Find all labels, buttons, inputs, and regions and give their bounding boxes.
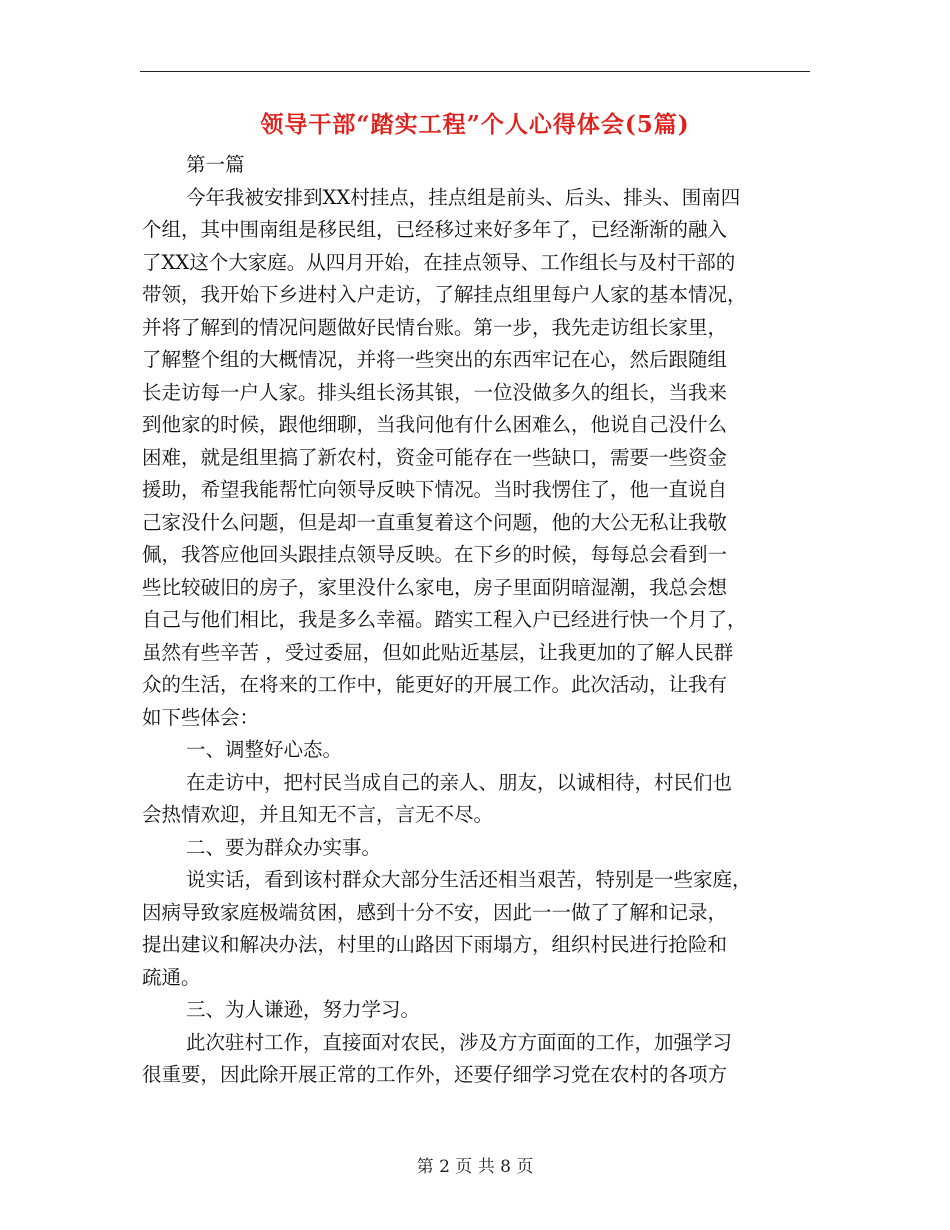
paragraph-line: 虽然有些辛苦 ，受过委屈，但如此贴近基层，让我更加的了解人民群 xyxy=(142,640,734,664)
document-title: 领导干部“踏实工程”个人心得体会(5篇) xyxy=(260,111,690,138)
paragraph-line: 佩，我答应他回头跟挂点领导反映。在下乡的时候，每每总会看到一 xyxy=(142,543,728,566)
document-body xyxy=(142,149,812,1092)
paragraph-line: 己家没什么问题，但是却一直重复着这个问题，他的大公无私让我敬 xyxy=(142,510,728,534)
paragraph-line: 带领，我开始下乡进村入户走访，了解挂点组里每户人家的基本情况， xyxy=(142,283,747,306)
paragraph-line: 因病导致家庭极端贫困，感到十分不安，因此一一做了了解和记录， xyxy=(142,900,728,924)
paragraph-line: 提出建议和解决办法，村里的山路因下雨塌方，组织村民进行抢险和 xyxy=(142,933,728,956)
paragraph-line: 第一篇 xyxy=(186,153,245,176)
paragraph-line: 二、要为群众办实事。 xyxy=(186,835,382,859)
paragraph-line: 说实话，看到该村群众大部分生活还相当艰苦，特别是一些家庭， xyxy=(186,868,752,891)
paragraph-line: 了解整个组的大概情况，并将一些突出的东西牢记在心，然后跟随组 xyxy=(142,348,728,371)
paragraph-line: 众的生活，在将来的工作中，能更好的开展工作。此次活动，让我有 xyxy=(142,673,728,696)
paragraph-line: 此次驻村工作，直接面对农民，涉及方方面面的工作，加强学习 xyxy=(186,1030,733,1054)
paragraph-line: 困难，就是组里搞了新农村，资金可能存在一些缺口，需要一些资金 xyxy=(142,445,728,469)
paragraph-line: 长走访每一户人家。排头组长汤其银，一位没做多久的组长，当我来 xyxy=(142,380,728,404)
paragraph-line: 并将了解到的情况问题做好民情台账。第一步，我先走访组长家里， xyxy=(142,315,728,339)
paragraph-line: 到他家的时候，跟他细聊，当我问他有什么困难么，他说自己没什么 xyxy=(142,413,728,436)
paragraph-line: 如下些体会： xyxy=(142,705,260,729)
paragraph-line: 今年我被安排到XX村挂点，挂点组是前头、后头、排头、围南四 xyxy=(186,185,741,209)
paragraph-line: 自己与他们相比，我是多么幸福。踏实工程入户已经进行快一个月了， xyxy=(142,608,747,631)
paragraph-line: 很重要，因此除开展正常的工作外，还要仔细学习党在农村的各项方 xyxy=(142,1063,728,1086)
paragraph-line: 援助，希望我能帮忙向领导反映下情况。当时我愣住了，他一直说自 xyxy=(142,478,728,501)
header-rule xyxy=(140,71,810,72)
paragraph-line: 会热情欢迎，并且知无不言，言无不尽。 xyxy=(142,803,494,826)
paragraph-line: 个组，其中围南组是移民组，已经移过来好多年了，已经渐渐的融入 xyxy=(142,218,728,241)
paragraph-line: 在走访中，把村民当成自己的亲人、朋友，以诚相待，村民们也 xyxy=(186,770,733,794)
paragraph-line: 些比较破旧的房子，家里没什么家电，房子里面阴暗湿潮，我总会想 xyxy=(142,575,728,599)
paragraph-line: 疏通。 xyxy=(142,965,201,989)
paragraph-line: 了XX这个大家庭。从四月开始，在挂点领导、工作组长与及村干部的 xyxy=(142,250,736,274)
paragraph-line: 一、调整好心态。 xyxy=(186,738,343,761)
paragraph-line: 三、为人谦逊，努力学习。 xyxy=(186,998,421,1021)
page-footer: 第 2 页 共 8 页 xyxy=(416,1157,534,1177)
